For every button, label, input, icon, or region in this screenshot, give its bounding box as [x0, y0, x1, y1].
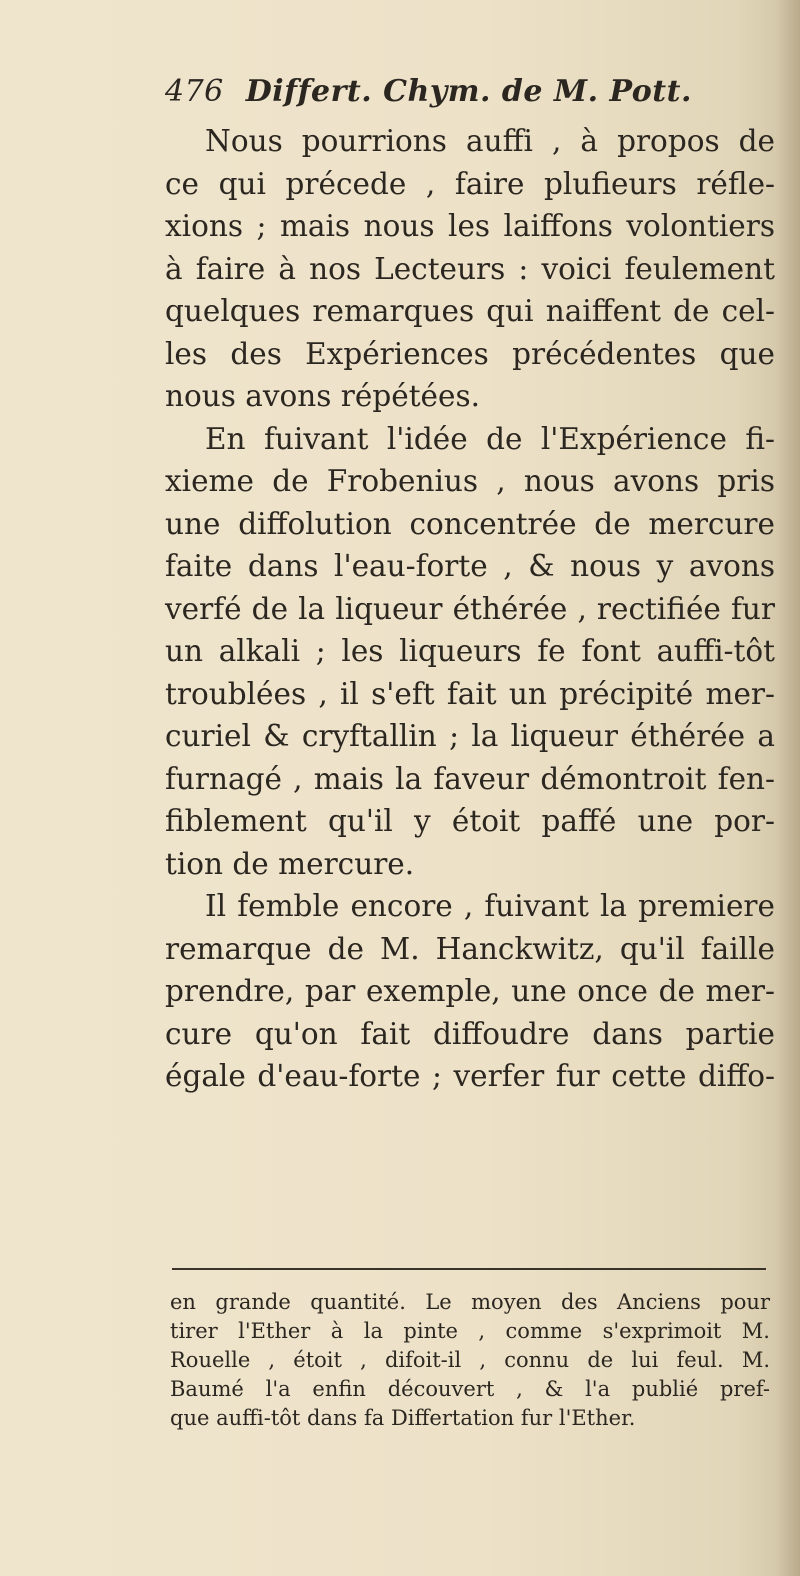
text-line: En fuivant l'idée de l'Expérience fi- — [205, 421, 775, 456]
text-line: un alkali ; les liqueurs fe font auffi-tôt — [165, 634, 775, 668]
page-edge-shadow — [776, 0, 800, 1576]
running-title: Differt. Chym. de M. Pott. — [245, 74, 692, 109]
text-line: les des Expériences précédentes que — [165, 336, 775, 371]
text-line: troublées , il s'eft fait un précipité mer- — [165, 676, 775, 711]
text-line: tion de mercure. — [165, 846, 415, 881]
text-line: à faire à nos Lecteurs : voici feulement — [165, 251, 775, 286]
text-line: égale d'eau-forte ; verfer fur cette diffo- — [165, 1059, 775, 1093]
text-line: quelques remarques qui naiffent de cel- — [165, 294, 775, 328]
text-line: xieme de Frobenius , nous avons pris — [165, 464, 775, 498]
footnote-rule — [172, 1268, 766, 1270]
page-number: 476 — [165, 74, 224, 109]
footnote-line: en grande quantité. Le moyen des Anciens pour — [170, 1290, 770, 1314]
footnote-line: tirer l'Ether à la pinte , comme s'exprimoit M. — [170, 1319, 770, 1343]
text-line: remarque de M. Hanckwitz, qu'il faille — [165, 931, 775, 966]
footnote-line: Baumé l'a enfin découvert , & l'a publié pref- — [170, 1377, 770, 1401]
text-line: cure qu'on fait diffoudre dans partie — [165, 1016, 775, 1051]
text-line: furnagé , mais la faveur démontroit fen- — [165, 761, 775, 796]
text-line: une diffolution concentrée de mercure — [165, 506, 775, 541]
text-line: nous avons répétées. — [165, 379, 480, 413]
text-line: ce qui précede , faire plufieurs réfle- — [165, 166, 775, 201]
footnote-line: que auffi-tôt dans fa Differtation fur l'Ether. — [170, 1406, 636, 1430]
footnote — [170, 1288, 770, 1433]
footnote-line: Rouelle , étoit , difoit-il , connu de lui feul. M. — [170, 1348, 770, 1372]
text-line: Nous pourrions auffi , à propos de — [205, 124, 775, 158]
text-line: verfé de la liqueur éthérée , rectifiée fur — [165, 591, 775, 626]
text-line: faite dans l'eau-forte , & nous y avons — [165, 549, 775, 583]
main-text — [165, 120, 775, 1098]
text-line: xions ; mais nous les laiffons volontiers — [165, 209, 775, 243]
running-header — [165, 74, 692, 109]
text-line: curiel & cryftallin ; la liqueur éthérée a — [165, 719, 775, 753]
text-line: fiblement qu'il y étoit paffé une por- — [165, 804, 775, 838]
text-line: prendre, par exemple, une once de mer- — [165, 974, 775, 1008]
text-line: Il femble encore , fuivant la premiere — [205, 889, 775, 923]
